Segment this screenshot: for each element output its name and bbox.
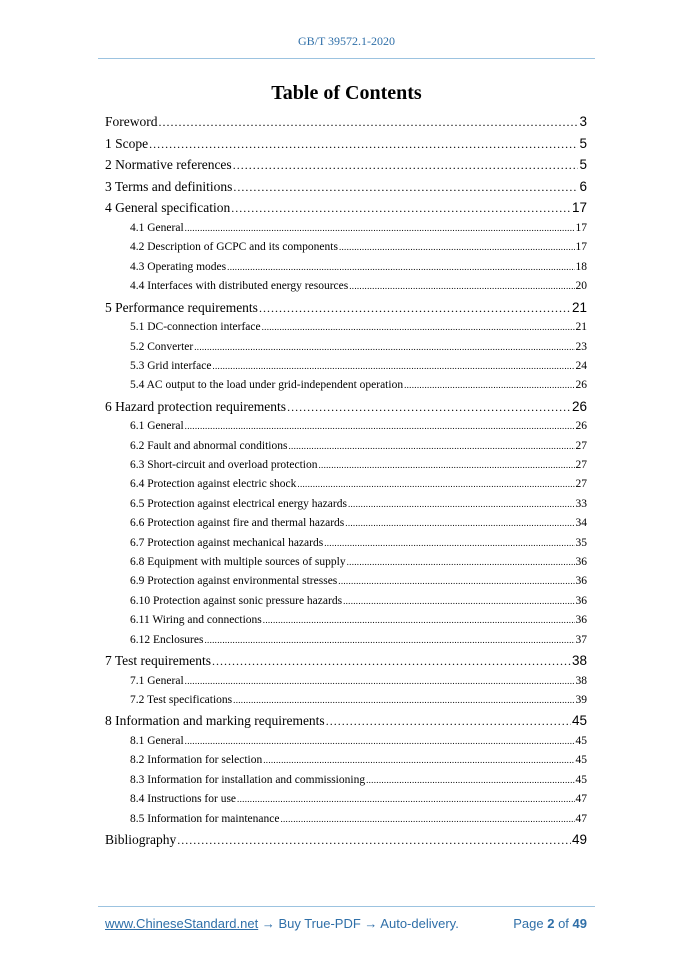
- toc-entry-section[interactable]: [105, 241, 587, 260]
- toc-entry-page: 34: [575, 517, 587, 530]
- toc-leader-dots: [177, 833, 571, 848]
- toc-entry-page: 45: [575, 754, 587, 767]
- total-pages: 49: [572, 916, 587, 931]
- page-label: Page: [513, 916, 544, 931]
- toc-leader-dots: [349, 281, 574, 291]
- toc-entry-section[interactable]: [105, 280, 587, 299]
- toc-entry-label: 4.3 Operating modes: [130, 260, 227, 273]
- toc-leader-dots: [263, 615, 575, 625]
- toc-leader-dots: [237, 794, 574, 804]
- toc-leader-dots: [185, 223, 575, 233]
- toc-entry-chapter[interactable]: [105, 136, 587, 158]
- footer-divider: [98, 906, 595, 907]
- toc-entry-section[interactable]: [105, 556, 587, 575]
- toc-entry-label: 6.10 Protection against sonic pressure hazards: [130, 594, 343, 607]
- toc-entry-page: 38: [571, 652, 587, 668]
- toc-entry-section[interactable]: [105, 517, 587, 536]
- toc-leader-dots: [404, 380, 574, 390]
- toc-entry-section[interactable]: [105, 478, 587, 497]
- footer: [105, 916, 587, 931]
- toc-entry-label: 6.1 General: [130, 420, 184, 433]
- toc-entry-label: 6.8 Equipment with multiple sources of supply: [130, 556, 346, 569]
- toc-entry-section[interactable]: [105, 634, 587, 653]
- toc-entry-chapter[interactable]: [105, 157, 587, 179]
- toc-entry-page: 33: [575, 497, 587, 510]
- toc-entry-page: 5: [579, 157, 587, 173]
- toc-entry-label: 8.5 Information for maintenance: [130, 812, 280, 825]
- site-link[interactable]: www.ChineseStandard.net: [105, 916, 259, 931]
- toc-entry-page: 37: [575, 633, 587, 646]
- toc-entry-page: 27: [575, 459, 587, 472]
- toc-entry-label: 6.11 Wiring and connections: [130, 614, 262, 627]
- toc-entry-section[interactable]: [105, 440, 587, 459]
- toc-entry-page: 17: [571, 200, 587, 216]
- toc-entry-page: 26: [575, 420, 587, 433]
- toc-entry-section[interactable]: [105, 360, 587, 379]
- toc-leader-dots: [343, 596, 574, 606]
- toc-entry-page: 36: [575, 575, 587, 588]
- toc-entry-chapter[interactable]: [105, 653, 587, 675]
- toc-entry-section[interactable]: [105, 537, 587, 556]
- toc-entry-page: 24: [575, 359, 587, 372]
- toc-entry-page: 26: [575, 379, 587, 392]
- toc-leader-dots: [280, 814, 574, 824]
- toc-leader-dots: [194, 342, 574, 352]
- toc-entry-page: 17: [575, 221, 587, 234]
- toc-leader-dots: [185, 736, 575, 746]
- toc-entry-section[interactable]: [105, 735, 587, 754]
- toc-entry-page: 27: [575, 439, 587, 452]
- toc-entry-page: 45: [575, 773, 587, 786]
- toc-entry-section[interactable]: [105, 675, 587, 694]
- toc-entry-label: 7 Test requirements: [105, 652, 212, 668]
- toc-entry-page: 38: [575, 674, 587, 687]
- toc-leader-dots: [262, 322, 575, 332]
- toc-leader-dots: [287, 400, 571, 415]
- header-divider: [98, 58, 595, 59]
- toc-entry-page: 18: [575, 260, 587, 273]
- toc-entry-label: 4 General specification: [105, 200, 231, 216]
- toc-entry-page: 47: [575, 812, 587, 825]
- toc-entry-page: 49: [571, 831, 587, 847]
- toc-entry-label: Bibliography: [105, 831, 177, 847]
- toc-leader-dots: [227, 262, 574, 272]
- toc-entry-section[interactable]: [105, 222, 587, 241]
- toc-entry-label: 5.4 AC output to the load under grid-independent operation: [130, 379, 404, 392]
- toc-entry-label: 8.4 Instructions for use: [130, 793, 237, 806]
- toc-leader-dots: [159, 115, 579, 130]
- toc-entry-label: 1 Scope: [105, 135, 149, 151]
- toc-entry-page: 36: [575, 614, 587, 627]
- toc-leader-dots: [297, 479, 574, 489]
- toc-entry-chapter[interactable]: [105, 114, 587, 136]
- toc-entry-section[interactable]: [105, 575, 587, 594]
- toc-leader-dots: [345, 518, 574, 528]
- toc-entry-page: 45: [571, 713, 587, 729]
- toc-entry-chapter[interactable]: [105, 300, 587, 322]
- toc-leader-dots: [324, 538, 574, 548]
- toc-entry-section[interactable]: [105, 261, 587, 280]
- toc-entry-page: 17: [575, 241, 587, 254]
- toc-entry-label: 6.5 Protection against electrical energy hazards: [130, 497, 347, 510]
- page-of: of: [558, 916, 569, 931]
- toc-entry-chapter[interactable]: [105, 399, 587, 421]
- toc-entry-section[interactable]: [105, 341, 587, 360]
- toc-entry-section[interactable]: [105, 459, 587, 478]
- toc-entry-label: 7.2 Test specifications: [130, 693, 233, 706]
- table-of-contents: [105, 114, 587, 853]
- toc-leader-dots: [339, 242, 575, 252]
- toc-entry-chapter[interactable]: [105, 832, 587, 854]
- toc-entry-section[interactable]: [105, 420, 587, 439]
- standard-code: GB/T 39572.1-2020: [297, 34, 396, 48]
- toc-leader-dots: [288, 441, 574, 451]
- toc-entry-label: 6.7 Protection against mechanical hazards: [130, 536, 324, 549]
- toc-entry-label: 5 Performance requirements: [105, 299, 258, 315]
- toc-entry-page: 26: [571, 398, 587, 414]
- toc-entry-page: 36: [575, 594, 587, 607]
- toc-entry-label: 5.2 Converter: [130, 340, 194, 353]
- toc-entry-label: 6.6 Protection against fire and thermal hazards: [130, 517, 345, 530]
- toc-leader-dots: [326, 714, 571, 729]
- toc-entry-chapter[interactable]: [105, 713, 587, 735]
- toc-entry-page: 5: [579, 135, 587, 151]
- toc-leader-dots: [259, 301, 571, 316]
- toc-leader-dots: [149, 137, 578, 152]
- toc-leader-dots: [318, 460, 574, 470]
- toc-entry-label: 4.4 Interfaces with distributed energy resources: [130, 280, 349, 293]
- toc-leader-dots: [233, 158, 579, 173]
- current-page: 2: [547, 916, 555, 931]
- footer-left: [105, 916, 459, 931]
- toc-leader-dots: [233, 695, 574, 705]
- toc-entry-label: 8.2 Information for selection: [130, 754, 263, 767]
- toc-leader-dots: [338, 576, 574, 586]
- toc-entry-label: 7.1 General: [130, 674, 184, 687]
- toc-leader-dots: [347, 557, 575, 567]
- toc-leader-dots: [348, 499, 575, 509]
- toc-entry-label: 6.9 Protection against environmental stresses: [130, 575, 338, 588]
- toc-entry-label: 5.1 DC-connection interface: [130, 321, 261, 334]
- toc-entry-page: 27: [575, 478, 587, 491]
- toc-entry-page: 39: [575, 693, 587, 706]
- toc-entry-section[interactable]: [105, 321, 587, 340]
- toc-entry-section[interactable]: [105, 379, 587, 398]
- toc-entry-page: 47: [575, 793, 587, 806]
- toc-entry-label: 6.4 Protection against electric shock: [130, 478, 297, 491]
- toc-entry-page: 21: [575, 321, 587, 334]
- toc-leader-dots: [233, 180, 578, 195]
- toc-entry-section[interactable]: [105, 754, 587, 773]
- toc-leader-dots: [212, 361, 574, 371]
- toc-entry-label: 6.12 Enclosures: [130, 633, 204, 646]
- toc-entry-section[interactable]: [105, 813, 587, 832]
- toc-entry-page: 6: [579, 178, 587, 194]
- toc-leader-dots: [366, 775, 574, 785]
- toc-entry-page: 35: [575, 536, 587, 549]
- toc-entry-page: 3: [579, 114, 587, 129]
- toc-leader-dots: [212, 654, 571, 669]
- toc-entry-chapter[interactable]: [105, 179, 587, 201]
- toc-entry-label: 4.2 Description of GCPC and its components: [130, 241, 338, 254]
- toc-leader-dots: [204, 635, 574, 645]
- toc-entry-label: 8.1 General: [130, 734, 184, 747]
- toc-entry-label: 5.3 Grid interface: [130, 359, 212, 372]
- page-title: Table of Contents: [271, 82, 422, 104]
- toc-entry-page: 36: [575, 556, 587, 569]
- toc-leader-dots: [263, 755, 574, 765]
- toc-entry-section[interactable]: [105, 595, 587, 614]
- page-counter: [513, 916, 587, 931]
- toc-leader-dots: [185, 421, 575, 431]
- toc-entry-label: 6 Hazard protection requirements: [105, 398, 287, 414]
- toc-entry-page: 21: [571, 299, 587, 315]
- toc-entry-section[interactable]: [105, 614, 587, 633]
- toc-entry-section[interactable]: [105, 793, 587, 812]
- toc-entry-label: 3 Terms and definitions: [105, 178, 233, 194]
- toc-entry-section[interactable]: [105, 774, 587, 793]
- toc-entry-label: 8.3 Information for installation and commissioning: [130, 773, 366, 786]
- toc-entry-label: Foreword: [105, 114, 158, 129]
- toc-entry-label: 6.3 Short-circuit and overload protection: [130, 459, 318, 472]
- toc-entry-label: 6.2 Fault and abnormal conditions: [130, 439, 288, 452]
- toc-entry-chapter[interactable]: [105, 200, 587, 222]
- toc-entry-label: 4.1 General: [130, 221, 184, 234]
- toc-leader-dots: [185, 676, 575, 686]
- toc-entry-page: 45: [575, 734, 587, 747]
- toc-leader-dots: [231, 201, 571, 216]
- toc-entry-page: 23: [575, 340, 587, 353]
- toc-entry-section[interactable]: [105, 694, 587, 713]
- toc-entry-page: 20: [575, 280, 587, 293]
- toc-entry-label: 8 Information and marking requirements: [105, 713, 325, 729]
- promo-text: → Buy True-PDF → Auto-delivery.: [261, 916, 459, 931]
- toc-entry-section[interactable]: [105, 498, 587, 517]
- toc-entry-label: 2 Normative references: [105, 157, 232, 173]
